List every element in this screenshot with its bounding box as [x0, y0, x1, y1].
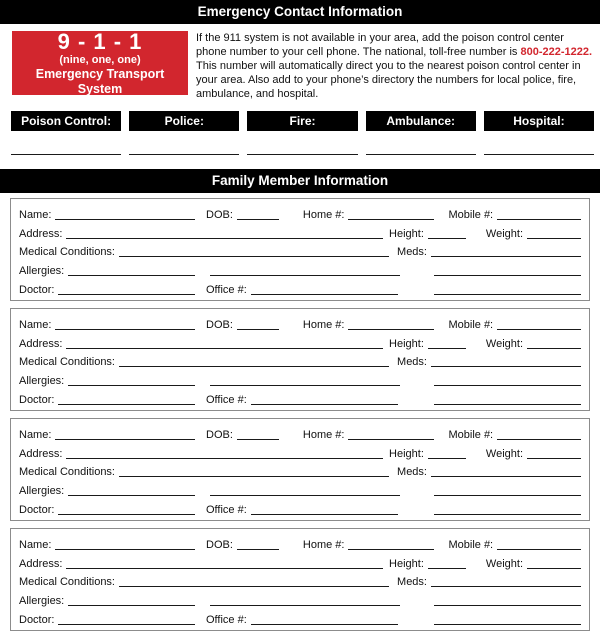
medical-conditions-line[interactable] [119, 366, 389, 367]
allergies-line-2[interactable] [210, 495, 400, 496]
weight-line[interactable] [527, 568, 581, 569]
doctor-line[interactable] [58, 404, 195, 405]
intro-text-after: This number will automatically direct you to the nearest poison control center in your area. Also add to your phone’s directory the numbers for local police, fire, ambulance, and hospital. [196, 59, 581, 100]
home-phone-label: Home #: [302, 319, 345, 332]
home-phone-line[interactable] [348, 439, 434, 440]
member-row-allergies [19, 480, 581, 499]
name-label: Name: [19, 429, 52, 442]
office-phone-line[interactable] [251, 404, 398, 405]
height-label: Height: [389, 557, 424, 570]
member-row-address [19, 223, 581, 242]
member-row-address [19, 443, 581, 462]
family-member-box [10, 308, 590, 411]
ambulance-label-bar: Ambulance: [366, 111, 476, 131]
meds-line[interactable] [431, 256, 581, 257]
name-label: Name: [19, 539, 52, 552]
police-label-bar: Police: [129, 111, 239, 131]
meds-label: Meds: [397, 466, 427, 479]
member-row-allergies [19, 370, 581, 389]
family-member-box [10, 528, 590, 631]
member-row-name [19, 535, 581, 554]
fire-label-bar: Fire: [247, 111, 357, 131]
fire-phone-blank[interactable] [247, 154, 357, 155]
address-line[interactable] [66, 348, 383, 349]
police-phone-blank[interactable] [129, 154, 239, 155]
meds-line-2[interactable] [434, 385, 581, 386]
address-label: Address: [19, 227, 63, 240]
hospital-phone-blank[interactable] [484, 154, 594, 155]
weight-line[interactable] [527, 238, 581, 239]
mobile-phone-line[interactable] [497, 219, 581, 220]
top-section [0, 28, 600, 102]
weight-label: Weight: [485, 447, 523, 460]
medical-conditions-label: Medical Conditions: [19, 466, 115, 479]
medical-conditions-label: Medical Conditions: [19, 246, 115, 259]
member-row-address [19, 553, 581, 572]
emergency-section-header: Emergency Contact Information [0, 0, 600, 24]
meds-line-3[interactable] [434, 624, 581, 625]
weight-label: Weight: [485, 557, 523, 570]
name-label: Name: [19, 209, 52, 222]
doctor-label: Doctor: [19, 613, 55, 626]
address-label: Address: [19, 337, 63, 350]
dob-label: DOB: [206, 429, 233, 442]
home-phone-line[interactable] [348, 329, 434, 330]
emergency-contacts-row [0, 111, 600, 155]
911-number: 9 - 1 - 1 [57, 28, 143, 54]
weight-label: Weight: [485, 337, 523, 350]
allergies-label: Allergies: [19, 374, 65, 387]
weight-line[interactable] [527, 348, 581, 349]
home-phone-label: Home #: [302, 209, 345, 222]
emergency-transport-label: Emergency Transport System [35, 66, 165, 96]
doctor-line[interactable] [58, 624, 195, 625]
mobile-phone-label: Mobile #: [448, 539, 494, 552]
meds-line-3[interactable] [434, 514, 581, 515]
office-phone-label: Office #: [206, 283, 247, 296]
name-line[interactable] [55, 439, 195, 440]
hospital-label-bar: Hospital: [484, 111, 594, 131]
meds-line[interactable] [431, 476, 581, 477]
mobile-phone-label: Mobile #: [448, 209, 494, 222]
dob-label: DOB: [206, 539, 233, 552]
address-label: Address: [19, 447, 63, 460]
mobile-phone-line[interactable] [497, 329, 581, 330]
allergies-label: Allergies: [19, 594, 65, 607]
contact-column-ambulance [366, 111, 476, 155]
meds-line[interactable] [431, 586, 581, 587]
member-row-medical [19, 462, 581, 481]
meds-line[interactable] [431, 366, 581, 367]
meds-label: Meds: [397, 576, 427, 589]
member-row-medical [19, 572, 581, 591]
allergies-line[interactable] [68, 605, 195, 606]
medical-conditions-label: Medical Conditions: [19, 356, 115, 369]
home-phone-label: Home #: [302, 539, 345, 552]
name-line[interactable] [55, 549, 195, 550]
doctor-line[interactable] [58, 514, 195, 515]
height-label: Height: [389, 447, 424, 460]
office-phone-line[interactable] [251, 514, 398, 515]
member-row-name [19, 315, 581, 334]
allergies-label: Allergies: [19, 264, 65, 277]
meds-line-2[interactable] [434, 495, 581, 496]
dob-label: DOB: [206, 209, 233, 222]
intro-text-before: If the 911 system is not available in your area, add the poison control center phone number to your cell phone. The national, toll-free number is [196, 32, 564, 58]
home-phone-line[interactable] [348, 549, 434, 550]
address-line[interactable] [66, 568, 383, 569]
dob-label: DOB: [206, 319, 233, 332]
office-phone-line[interactable] [251, 624, 398, 625]
poison-control-phone-number: 800-222-1222. [520, 45, 593, 58]
height-label: Height: [389, 227, 424, 240]
address-line[interactable] [66, 458, 383, 459]
contact-column-fire [247, 111, 357, 155]
mobile-phone-label: Mobile #: [448, 319, 494, 332]
family-member-box [10, 418, 590, 521]
allergies-line[interactable] [68, 385, 195, 386]
member-row-doctor [19, 499, 581, 518]
member-row-doctor [19, 609, 581, 628]
member-row-address [19, 333, 581, 352]
meds-line-2[interactable] [434, 275, 581, 276]
dob-line[interactable] [237, 219, 279, 220]
meds-label: Meds: [397, 246, 427, 259]
weight-label: Weight: [485, 227, 523, 240]
height-label: Height: [389, 337, 424, 350]
medical-conditions-line[interactable] [119, 586, 389, 587]
height-line[interactable] [428, 238, 466, 239]
mobile-phone-line[interactable] [497, 439, 581, 440]
doctor-label: Doctor: [19, 503, 55, 516]
home-phone-label: Home #: [302, 429, 345, 442]
dob-line[interactable] [237, 549, 279, 550]
office-phone-label: Office #: [206, 613, 247, 626]
name-label: Name: [19, 319, 52, 332]
weight-line[interactable] [527, 458, 581, 459]
allergies-label: Allergies: [19, 484, 65, 497]
height-line[interactable] [428, 568, 466, 569]
meds-label: Meds: [397, 356, 427, 369]
member-row-name [19, 205, 581, 224]
address-label: Address: [19, 557, 63, 570]
member-row-doctor [19, 389, 581, 408]
doctor-line[interactable] [58, 294, 195, 295]
medical-conditions-line[interactable] [119, 256, 389, 257]
dob-line[interactable] [237, 439, 279, 440]
mobile-phone-label: Mobile #: [448, 429, 494, 442]
dob-line[interactable] [237, 329, 279, 330]
allergies-line-2[interactable] [210, 275, 400, 276]
contact-column-hospital [484, 111, 594, 155]
office-phone-label: Office #: [206, 503, 247, 516]
family-member-boxes [10, 198, 590, 631]
office-phone-line[interactable] [251, 294, 398, 295]
family-section-header: Family Member Information [0, 169, 600, 193]
allergies-line-2[interactable] [210, 605, 400, 606]
member-row-name [19, 425, 581, 444]
height-line[interactable] [428, 458, 466, 459]
meds-line-3[interactable] [434, 404, 581, 405]
ambulance-phone-blank[interactable] [366, 154, 476, 155]
911-red-box [12, 28, 188, 96]
medical-conditions-label: Medical Conditions: [19, 576, 115, 589]
intro-paragraph [196, 31, 597, 102]
family-member-box [10, 198, 590, 301]
member-row-medical [19, 352, 581, 371]
height-line[interactable] [428, 348, 466, 349]
address-line[interactable] [66, 238, 383, 239]
member-row-allergies [19, 260, 581, 279]
mobile-phone-line[interactable] [497, 549, 581, 550]
doctor-label: Doctor: [19, 283, 55, 296]
contact-column-police [129, 111, 239, 155]
name-line[interactable] [55, 329, 195, 330]
poison-control-phone-blank[interactable] [11, 154, 121, 155]
allergies-line[interactable] [68, 275, 195, 276]
office-phone-label: Office #: [206, 393, 247, 406]
contact-column-poison-control [11, 111, 121, 155]
allergies-line[interactable] [68, 495, 195, 496]
member-row-allergies [19, 590, 581, 609]
member-row-medical [19, 242, 581, 261]
meds-line-3[interactable] [434, 294, 581, 295]
poison-control-label-bar: Poison Control: [11, 111, 121, 131]
medical-conditions-line[interactable] [119, 476, 389, 477]
member-row-doctor [19, 279, 581, 298]
name-line[interactable] [55, 219, 195, 220]
911-phonetic: (nine, one, one) [59, 53, 141, 66]
home-phone-line[interactable] [348, 219, 434, 220]
doctor-label: Doctor: [19, 393, 55, 406]
meds-line-2[interactable] [434, 605, 581, 606]
allergies-line-2[interactable] [210, 385, 400, 386]
